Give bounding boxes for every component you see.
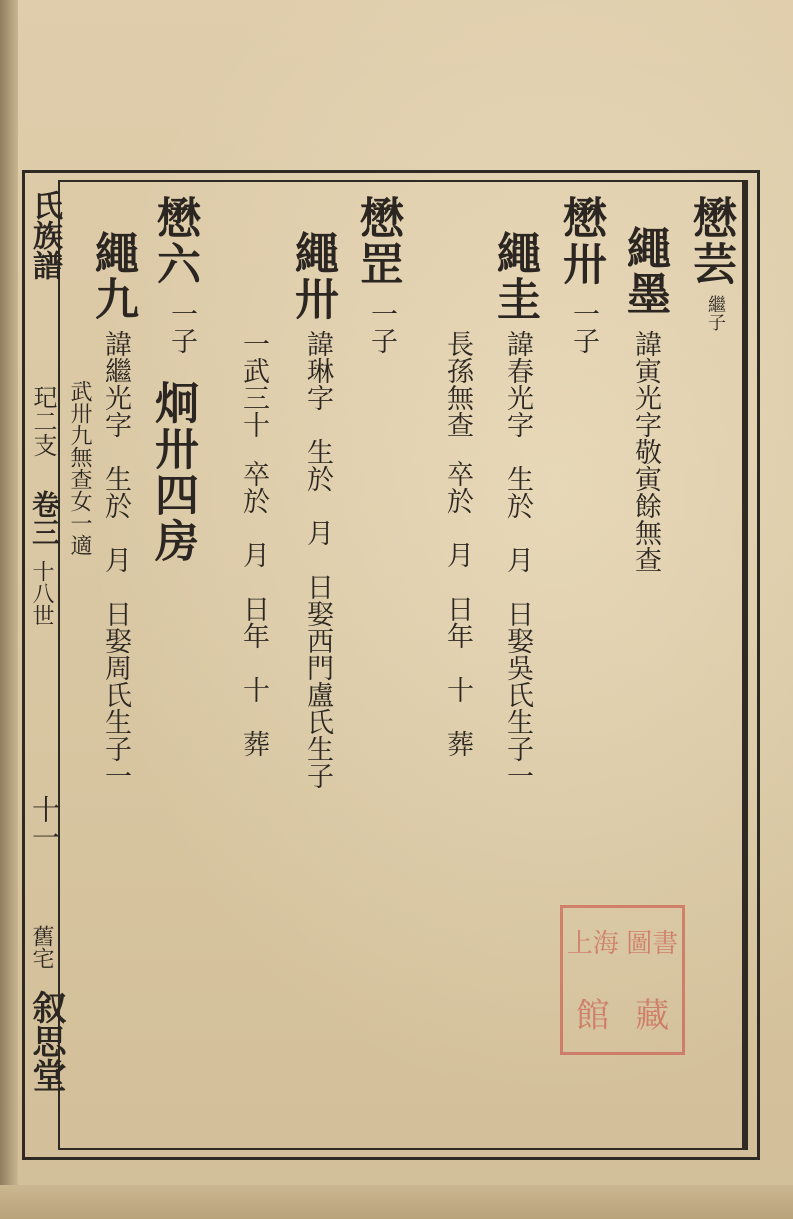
residence-label: 舊宅 [29,925,54,969]
seal-char: 藏 [635,996,670,1036]
entry-note: 諱寅光字敬寅餘無查 [630,330,661,573]
book-title: 氏族譜 [27,190,62,280]
entry-name: 長孫無查 [442,330,473,438]
library-seal [560,905,685,1055]
seal-char: 上海 [566,929,619,959]
entry-note: 卒於 月 日年 十 葬 [238,460,269,757]
entry-name: 一武三十 [238,330,269,438]
entry-note: 卒於 月 日年 十 葬 [442,460,473,757]
entry-name: 懋卅 [555,195,606,287]
entry-name: 繩卅 [287,230,338,322]
entry-note: 諱繼光字 生於 月 日娶周氏生子一 [100,330,131,789]
entry-note: 諱春光字 生於 月 日娶吳氏生子一 [502,330,533,789]
entry-name: 炯卅四房 [147,380,198,564]
entry-name: 繩圭 [489,230,540,322]
generation-label: 十八世 [29,560,54,626]
entry-name: 繩九 [87,230,138,322]
seal-char: 圖書 [626,929,679,959]
entry-note: 一子 [366,300,397,354]
branch-label: 玘二支 [29,385,57,457]
entry-name: 武卅九無查女一適 [67,380,92,556]
hall-name: 叙思堂 [26,990,66,1092]
entry-name: 懋六 [149,195,200,287]
seal-char: 館 [575,996,610,1036]
volume-label: 卷三 [28,490,61,546]
entry-note: 一子 [166,300,197,354]
entry-name: 繩墨 [619,225,670,317]
page-number: 十一 [28,795,61,851]
entry-note: 諱琳字 生於 月 日娶西門盧氏生子 [302,330,333,789]
left-edge [0,0,18,1219]
entry-name: 懋罡 [352,195,403,287]
entry-note: 一子 [568,300,599,354]
bottom-edge [0,1185,793,1219]
entry-name: 懋芸 [685,195,736,287]
entry-note: 繼子 [705,295,726,331]
